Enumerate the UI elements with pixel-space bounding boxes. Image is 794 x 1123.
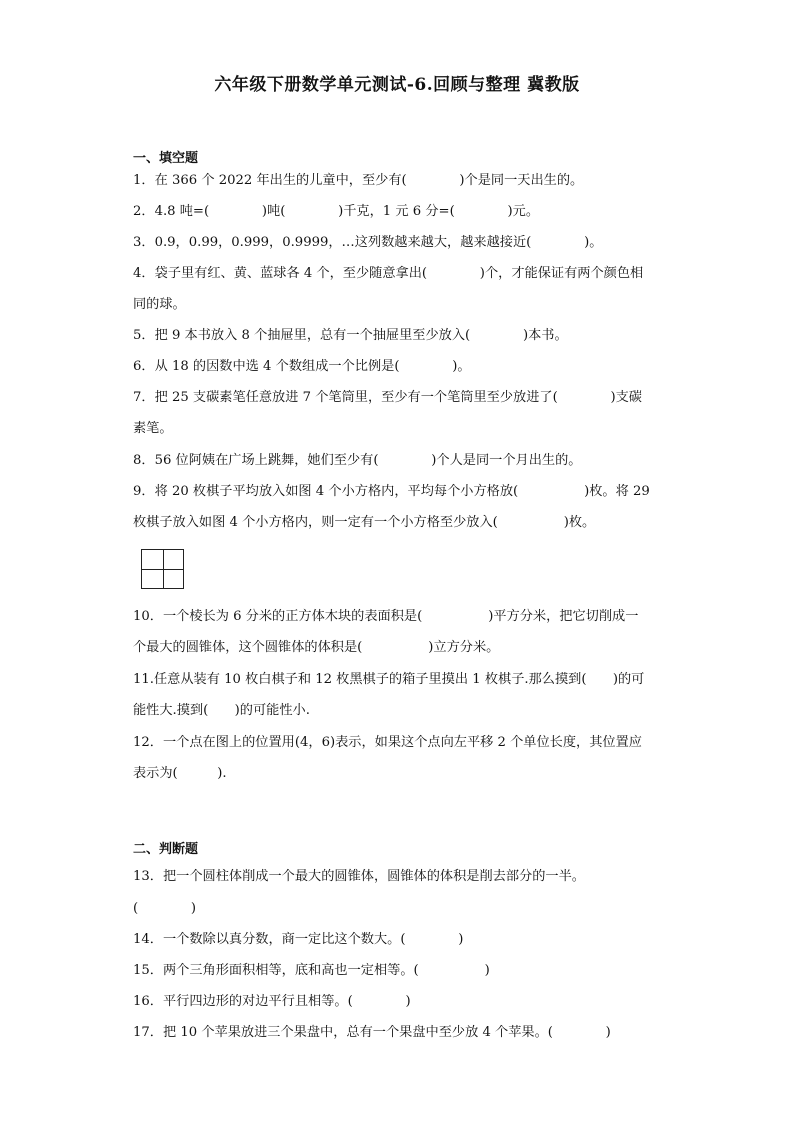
section-heading-fill-in: 一、填空题 bbox=[133, 151, 199, 166]
question-17: 17．把 10 个苹果放进三个果盘中，总有一个果盘中至少放 4 个苹果。( ) bbox=[133, 1025, 611, 1040]
question-3: 3．0.9，0.99，0.999，0.9999，…这列数越来越大，越来越接近( )。 bbox=[133, 235, 603, 250]
grid-horizontal-divider bbox=[142, 569, 183, 570]
question-10-line-2: 个最大的圆锥体，这个圆锥体的体积是( )立方分米。 bbox=[133, 640, 500, 655]
question-13-line-2: ( ) bbox=[133, 901, 197, 916]
four-square-grid-figure bbox=[141, 549, 184, 589]
question-11-line-1: 11.任意从装有 10 枚白棋子和 12 枚黑棋子的箱子里摸出 1 枚棋子.那么摸到( )的可 bbox=[133, 672, 645, 687]
question-2: 2．4.8 吨=( )吨( )千克，1 元 6 分=( )元。 bbox=[133, 204, 540, 219]
question-11-line-2: 能性大.摸到( )的可能性小. bbox=[133, 703, 310, 718]
question-10-line-1: 10．一个棱长为 6 分米的正方体木块的表面积是( )平方分米，把它切削成一 bbox=[133, 609, 639, 624]
question-12-line-2: 表示为( ). bbox=[133, 766, 227, 781]
question-8: 8．56 位阿姨在广场上跳舞，她们至少有( )个人是同一个月出生的。 bbox=[133, 453, 582, 468]
question-12-line-1: 12．一个点在图上的位置用(4，6)表示，如果这个点向左平移 2 个单位长度，其位置应 bbox=[133, 735, 642, 750]
question-6: 6．从 18 的因数中选 4 个数组成一个比例是( )。 bbox=[133, 359, 471, 374]
question-13-line-1: 13．把一个圆柱体削成一个最大的圆锥体，圆锥体的体积是削去部分的一半。 bbox=[133, 869, 585, 884]
question-1: 1．在 366 个 2022 年出生的儿童中，至少有( )个是同一天出生的。 bbox=[133, 173, 584, 188]
page-title: 六年级下册数学单元测试-6.回顾与整理 冀教版 bbox=[214, 75, 580, 95]
question-16: 16．平行四边形的对边平行且相等。( ) bbox=[133, 994, 411, 1009]
question-7-line-1: 7．把 25 支碳素笔任意放进 7 个笔筒里，至少有一个笔筒里至少放进了( )支碳 bbox=[133, 390, 642, 405]
question-4-line-2: 同的球。 bbox=[133, 297, 186, 312]
question-4-line-1: 4．袋子里有红、黄、蓝球各 4 个，至少随意拿出( )个，才能保证有两个颜色相 bbox=[133, 266, 644, 281]
question-7-line-2: 素笔。 bbox=[133, 421, 173, 436]
question-9-line-1: 9．将 20 枚棋子平均放入如图 4 个小方格内，平均每个小方格放( )枚。将 29 bbox=[133, 484, 650, 499]
question-14: 14．一个数除以真分数，商一定比这个数大。( ) bbox=[133, 932, 464, 947]
question-9-line-2: 枚棋子放入如图 4 个小方格内，则一定有一个小方格至少放入( )枚。 bbox=[133, 515, 596, 530]
section-heading-true-false: 二、判断题 bbox=[133, 842, 199, 857]
question-15: 15．两个三角形面积相等，底和高也一定相等。( ) bbox=[133, 963, 490, 978]
question-5: 5．把 9 本书放入 8 个抽屉里，总有一个抽屉里至少放入( )本书。 bbox=[133, 328, 568, 343]
